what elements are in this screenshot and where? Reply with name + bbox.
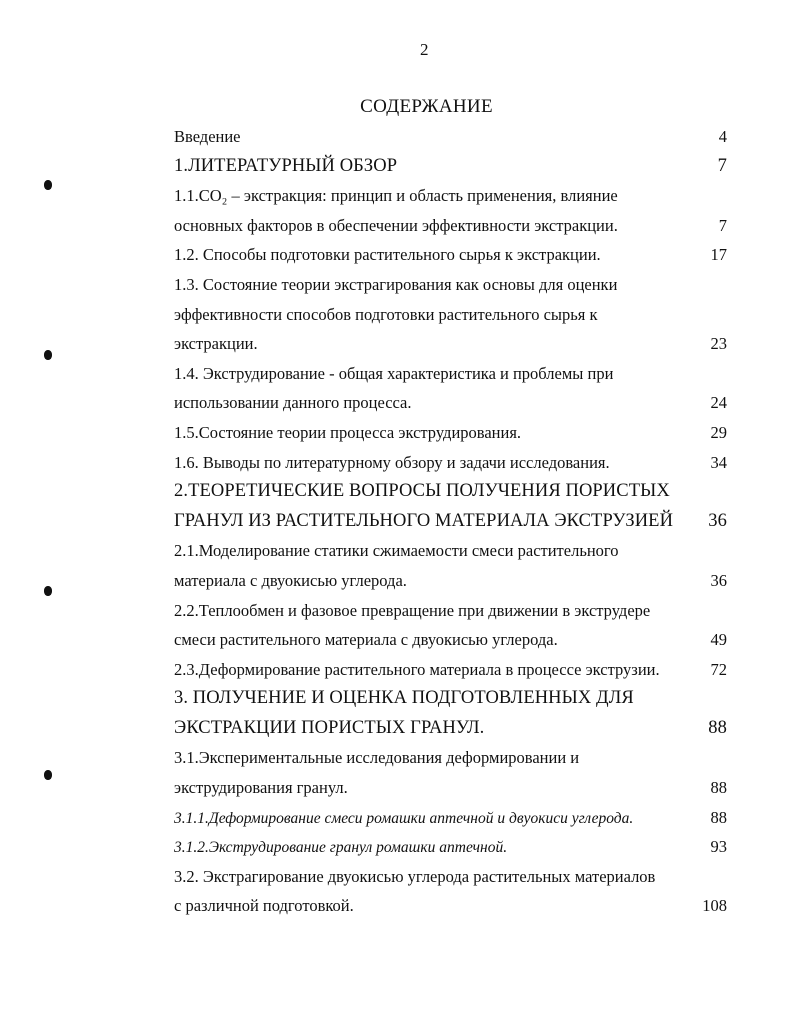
toc-entry: 1.ЛИТЕРАТУРНЫЙ ОБЗОР 7	[174, 155, 727, 176]
binder-hole-mark	[44, 770, 52, 780]
toc-entry: 2.1.Моделирование статики сжимаемости смеси растительного	[174, 541, 619, 561]
toc-entry: с различной подготовкой. 108	[174, 896, 727, 916]
toc-entry: 2.ТЕОРЕТИЧЕСКИЕ ВОПРОСЫ ПОЛУЧЕНИЯ ПОРИСТЫХ	[174, 481, 670, 502]
toc-entry: 1.1.CO₂ – экстракция: принцип и область применения, влияние	[174, 186, 618, 206]
toc-entry: 3. ПОЛУЧЕНИЕ И ОЦЕНКА ПОДГОТОВЛЕННЫХ ДЛЯ	[174, 688, 634, 709]
toc-entry: 1.6. Выводы по литературному обзору и задачи исследования. 34	[174, 452, 727, 472]
toc-entry: 3.2. Экстрагирование двуокисью углерода растительных материалов	[174, 866, 656, 886]
toc-entry: использовании данного процесса. 24	[174, 393, 727, 413]
toc-entry: экстракции. 23	[174, 334, 727, 354]
toc-entry: 2.3.Деформирование растительного материала в процессе экструзии. 72	[174, 659, 727, 679]
toc-entry: 1.2. Способы подготовки растительного сырья к экстракции. 17	[174, 245, 727, 265]
binder-hole-mark	[44, 350, 52, 360]
table-of-contents	[174, 122, 730, 921]
toc-entry: 3.1.Экспериментальные исследования деформировании и	[174, 748, 580, 768]
page-number: 2	[420, 40, 429, 59]
toc-entry: основных факторов в обеспечении эффективности экстракции. 7	[174, 215, 727, 235]
toc-entry: 1.5.Состояние теории процесса экструдирования. 29	[174, 422, 727, 442]
toc-entry: эффективности способов подготовки растительного сырья к	[174, 304, 598, 324]
toc-entry: смеси растительного материала с двуокисью углерода. 49	[174, 630, 727, 650]
toc-entry: Введение 4	[174, 127, 727, 146]
binder-hole-mark	[44, 586, 52, 596]
toc-entry: 3.1.2.Экструдирование гранул ромашки аптечной. 93	[174, 837, 727, 857]
toc-entry: ГРАНУЛ ИЗ РАСТИТЕЛЬНОГО МАТЕРИАЛА ЭКСТРУЗИЕЙ 36	[174, 510, 727, 531]
page-title: СОДЕРЖАНИЕ	[360, 96, 493, 117]
toc-entry: 1.3. Состояние теории экстрагирования как основы для оценки	[174, 274, 618, 294]
toc-entry: материала с двуокисью углерода. 36	[174, 570, 727, 590]
toc-entry: 2.2.Теплообмен и фазовое превращение при движении в экструдере	[174, 600, 651, 620]
toc-entry: ЭКСТРАКЦИИ ПОРИСТЫХ ГРАНУЛ. 88	[174, 717, 727, 738]
toc-entry: 1.4. Экструдирование - общая характеристика и проблемы при	[174, 363, 614, 383]
binder-hole-mark	[44, 180, 52, 190]
toc-entry: экструдирования гранул. 88	[174, 778, 727, 798]
toc-entry: 3.1.1.Деформирование смеси ромашки аптечной и двуокиси углерода. 88	[174, 807, 727, 827]
